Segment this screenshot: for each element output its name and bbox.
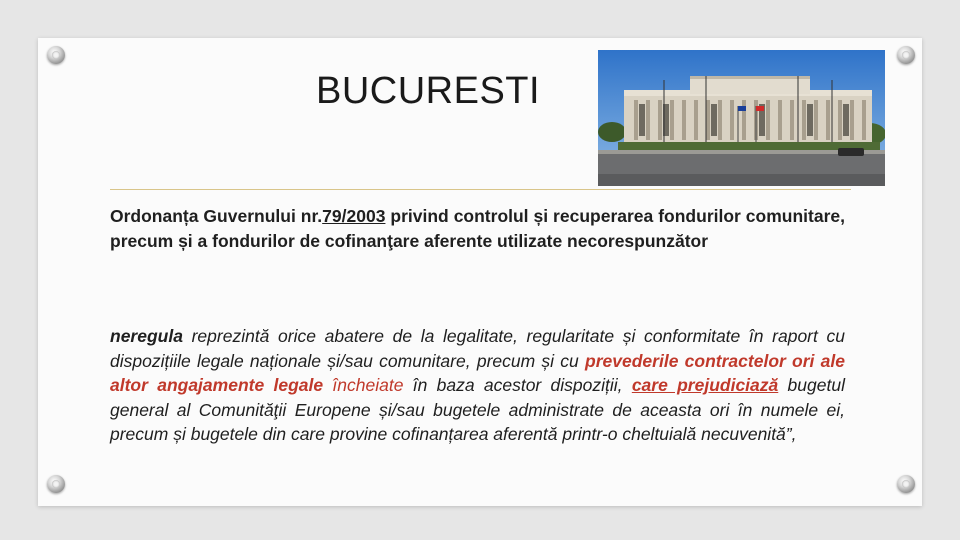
slide-title: BUCURESTI [316, 70, 541, 112]
ordinance-number: 79/2003 [322, 206, 386, 226]
ordinance-prefix: Ordonanța Guvernului nr. [110, 206, 323, 226]
definition-highlight-2: încheiate [332, 375, 404, 395]
pin-icon [47, 46, 65, 64]
divider-line [110, 189, 851, 190]
definition-text-1: reprezintă orice abatere de la legalitate, regularitate și conformitate în raport cu dispozițiile legale naționale și/sau comunitare, precum și cu [110, 326, 845, 371]
definition-highlight-3: care prejudiciază [631, 375, 779, 395]
government-building-photo [598, 50, 885, 186]
pin-icon [897, 46, 915, 64]
ordinance-text: privind controlul și recuperarea fondurilor comunitare, precum și a fondurilor de cofinanţare aferente utilizate necorespunzător [110, 206, 845, 251]
pin-icon [47, 475, 65, 493]
definition-text-2: în baza acestor dispoziții, [403, 375, 632, 395]
ordinance-paragraph [110, 204, 845, 253]
definition-text-3: bugetul general al Comunităţii Europene și/sau bugetele administrate de aceasta ori în numele ei, precum și bugetele din care provine cofinanțarea aferentă printr-o cheltuială necuvenită”, [110, 375, 845, 444]
pin-icon [897, 475, 915, 493]
definition-paragraph [110, 324, 845, 447]
definition-highlight-1: prevederile contractelor ori ale altor angajamente legale [110, 350, 845, 395]
definition-term: neregula [110, 326, 183, 346]
